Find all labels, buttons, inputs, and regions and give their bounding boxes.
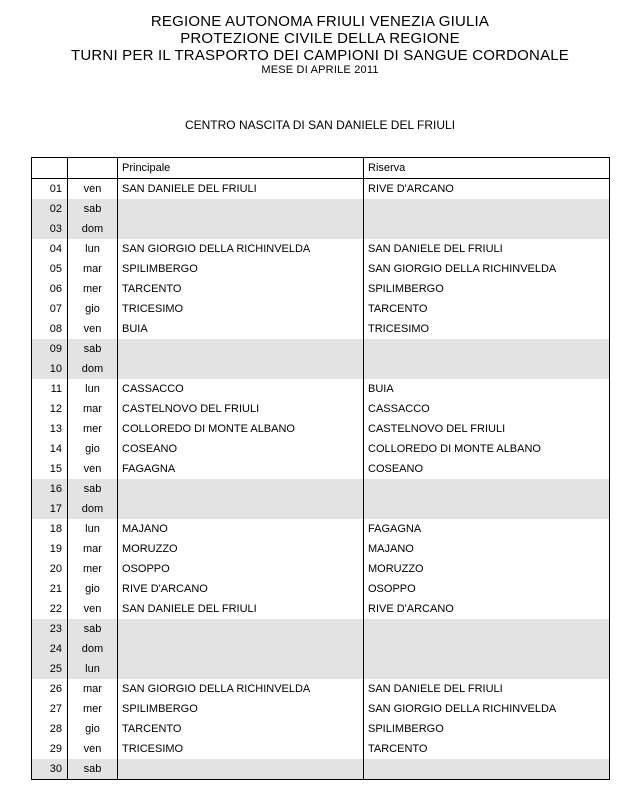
cell-weekday: dom (68, 219, 118, 239)
cell-weekday: sab (68, 479, 118, 499)
cell-riserva: SAN DANIELE DEL FRIULI (364, 679, 610, 699)
cell-day-number: 01 (32, 179, 68, 200)
column-header-day (68, 158, 118, 179)
cell-principale: SPILIMBERGO (118, 699, 364, 719)
cell-day-number: 06 (32, 279, 68, 299)
cell-day-number: 28 (32, 719, 68, 739)
cell-weekday: ven (68, 599, 118, 619)
cell-day-number: 30 (32, 759, 68, 780)
column-header-riserva: Riserva (364, 158, 610, 179)
cell-riserva: SPILIMBERGO (364, 719, 610, 739)
cell-weekday: sab (68, 759, 118, 780)
cell-riserva: TARCENTO (364, 739, 610, 759)
cell-weekday: sab (68, 619, 118, 639)
cell-principale (118, 199, 364, 219)
header-title: TURNI PER IL TRASPORTO DEI CAMPIONI DI SANGUE CORDONALE (70, 47, 570, 64)
cell-day-number: 10 (32, 359, 68, 379)
cell-principale: CASTELNOVO DEL FRIULI (118, 399, 364, 419)
cell-riserva (364, 339, 610, 359)
table-row (32, 339, 610, 359)
cell-principale: TRICESIMO (118, 739, 364, 759)
cell-weekday: mer (68, 699, 118, 719)
cell-riserva: TRICESIMO (364, 319, 610, 339)
cell-principale: MORUZZO (118, 539, 364, 559)
table-row (32, 239, 610, 259)
cell-principale: SPILIMBERGO (118, 259, 364, 279)
cell-riserva: MAJANO (364, 539, 610, 559)
cell-day-number: 08 (32, 319, 68, 339)
cell-day-number: 04 (32, 239, 68, 259)
cell-principale: SAN GIORGIO DELLA RICHINVELDA (118, 239, 364, 259)
cell-principale (118, 639, 364, 659)
cell-principale: SAN DANIELE DEL FRIULI (118, 599, 364, 619)
table-row (32, 439, 610, 459)
cell-weekday: dom (68, 499, 118, 519)
table-row (32, 539, 610, 559)
turni-table (31, 157, 610, 780)
cell-riserva: SAN GIORGIO DELLA RICHINVELDA (364, 259, 610, 279)
cell-principale (118, 659, 364, 679)
table-row (32, 679, 610, 699)
table-row (32, 659, 610, 679)
cell-day-number: 20 (32, 559, 68, 579)
cell-day-number: 17 (32, 499, 68, 519)
cell-day-number: 16 (32, 479, 68, 499)
cell-weekday: lun (68, 379, 118, 399)
cell-principale: TRICESIMO (118, 299, 364, 319)
cell-day-number: 21 (32, 579, 68, 599)
column-header-number (32, 158, 68, 179)
cell-riserva: SAN GIORGIO DELLA RICHINVELDA (364, 699, 610, 719)
table-row (32, 319, 610, 339)
cell-riserva (364, 619, 610, 639)
cell-principale (118, 759, 364, 780)
cell-weekday: sab (68, 199, 118, 219)
document-header (0, 13, 640, 77)
table-row (32, 599, 610, 619)
cell-riserva (364, 479, 610, 499)
table-row (32, 619, 610, 639)
table-row (32, 759, 610, 780)
cell-riserva (364, 659, 610, 679)
cell-weekday: lun (68, 659, 118, 679)
table-row (32, 579, 610, 599)
cell-riserva: RIVE D'ARCANO (364, 179, 610, 200)
table-header-row (32, 158, 610, 179)
cell-riserva (364, 499, 610, 519)
table-row (32, 179, 610, 200)
cell-riserva: BUIA (364, 379, 610, 399)
cell-principale (118, 219, 364, 239)
cell-weekday: ven (68, 319, 118, 339)
cell-day-number: 09 (32, 339, 68, 359)
table-row (32, 519, 610, 539)
table-row (32, 199, 610, 219)
cell-riserva: RIVE D'ARCANO (364, 599, 610, 619)
cell-principale: SAN GIORGIO DELLA RICHINVELDA (118, 679, 364, 699)
cell-riserva: OSOPPO (364, 579, 610, 599)
cell-riserva: FAGAGNA (364, 519, 610, 539)
header-department: PROTEZIONE CIVILE DELLA REGIONE (180, 30, 460, 47)
cell-day-number: 07 (32, 299, 68, 319)
cell-principale: TARCENTO (118, 279, 364, 299)
cell-principale: BUIA (118, 319, 364, 339)
table-row (32, 219, 610, 239)
cell-principale (118, 499, 364, 519)
cell-riserva (364, 639, 610, 659)
cell-weekday: dom (68, 359, 118, 379)
table-row (32, 499, 610, 519)
cell-day-number: 05 (32, 259, 68, 279)
cell-weekday: ven (68, 739, 118, 759)
cell-weekday: mar (68, 259, 118, 279)
cell-riserva (364, 219, 610, 239)
header-month: MESE DI APRILE 2011 (261, 64, 379, 76)
table-row (32, 419, 610, 439)
cell-weekday: gio (68, 299, 118, 319)
cell-principale (118, 339, 364, 359)
table-row (32, 299, 610, 319)
table-row (32, 399, 610, 419)
cell-riserva: SPILIMBERGO (364, 279, 610, 299)
cell-riserva: COSEANO (364, 459, 610, 479)
cell-day-number: 02 (32, 199, 68, 219)
cell-day-number: 23 (32, 619, 68, 639)
cell-weekday: mer (68, 279, 118, 299)
cell-principale: MAJANO (118, 519, 364, 539)
cell-riserva: SAN DANIELE DEL FRIULI (364, 239, 610, 259)
cell-weekday: dom (68, 639, 118, 659)
cell-day-number: 11 (32, 379, 68, 399)
cell-day-number: 18 (32, 519, 68, 539)
table-row (32, 459, 610, 479)
column-header-principale: Principale (118, 158, 364, 179)
cell-weekday: ven (68, 459, 118, 479)
cell-principale: OSOPPO (118, 559, 364, 579)
cell-weekday: sab (68, 339, 118, 359)
cell-principale: CASSACCO (118, 379, 364, 399)
cell-weekday: ven (68, 179, 118, 200)
cell-riserva: CASSACCO (364, 399, 610, 419)
cell-riserva (364, 359, 610, 379)
table-row (32, 259, 610, 279)
cell-weekday: lun (68, 239, 118, 259)
centro-nascita-title: CENTRO NASCITA DI SAN DANIELE DEL FRIULI (184, 118, 456, 132)
table-row (32, 699, 610, 719)
cell-weekday: lun (68, 519, 118, 539)
cell-riserva (364, 759, 610, 780)
cell-day-number: 12 (32, 399, 68, 419)
cell-riserva (364, 199, 610, 219)
cell-riserva: TARCENTO (364, 299, 610, 319)
table-row (32, 279, 610, 299)
cell-day-number: 22 (32, 599, 68, 619)
table-row (32, 639, 610, 659)
cell-day-number: 24 (32, 639, 68, 659)
table-row (32, 719, 610, 739)
cell-weekday: gio (68, 579, 118, 599)
cell-riserva: COLLOREDO DI MONTE ALBANO (364, 439, 610, 459)
cell-weekday: mar (68, 539, 118, 559)
cell-weekday: gio (68, 439, 118, 459)
table-row (32, 559, 610, 579)
header-region: REGIONE AUTONOMA FRIULI VENEZIA GIULIA (150, 13, 490, 30)
cell-riserva: CASTELNOVO DEL FRIULI (364, 419, 610, 439)
table-row (32, 379, 610, 399)
cell-principale: TARCENTO (118, 719, 364, 739)
cell-riserva: MORUZZO (364, 559, 610, 579)
table-row (32, 479, 610, 499)
cell-principale: SAN DANIELE DEL FRIULI (118, 179, 364, 200)
cell-weekday: gio (68, 719, 118, 739)
table-row (32, 739, 610, 759)
cell-day-number: 13 (32, 419, 68, 439)
cell-day-number: 03 (32, 219, 68, 239)
cell-day-number: 26 (32, 679, 68, 699)
cell-principale (118, 479, 364, 499)
cell-weekday: mar (68, 399, 118, 419)
cell-weekday: mer (68, 559, 118, 579)
cell-day-number: 25 (32, 659, 68, 679)
cell-principale: COLLOREDO DI MONTE ALBANO (118, 419, 364, 439)
cell-day-number: 29 (32, 739, 68, 759)
table-row (32, 359, 610, 379)
cell-day-number: 19 (32, 539, 68, 559)
cell-principale (118, 359, 364, 379)
cell-principale: FAGAGNA (118, 459, 364, 479)
cell-day-number: 14 (32, 439, 68, 459)
cell-principale: COSEANO (118, 439, 364, 459)
cell-principale: RIVE D'ARCANO (118, 579, 364, 599)
cell-day-number: 27 (32, 699, 68, 719)
cell-weekday: mar (68, 679, 118, 699)
cell-day-number: 15 (32, 459, 68, 479)
cell-principale (118, 619, 364, 639)
cell-weekday: mer (68, 419, 118, 439)
